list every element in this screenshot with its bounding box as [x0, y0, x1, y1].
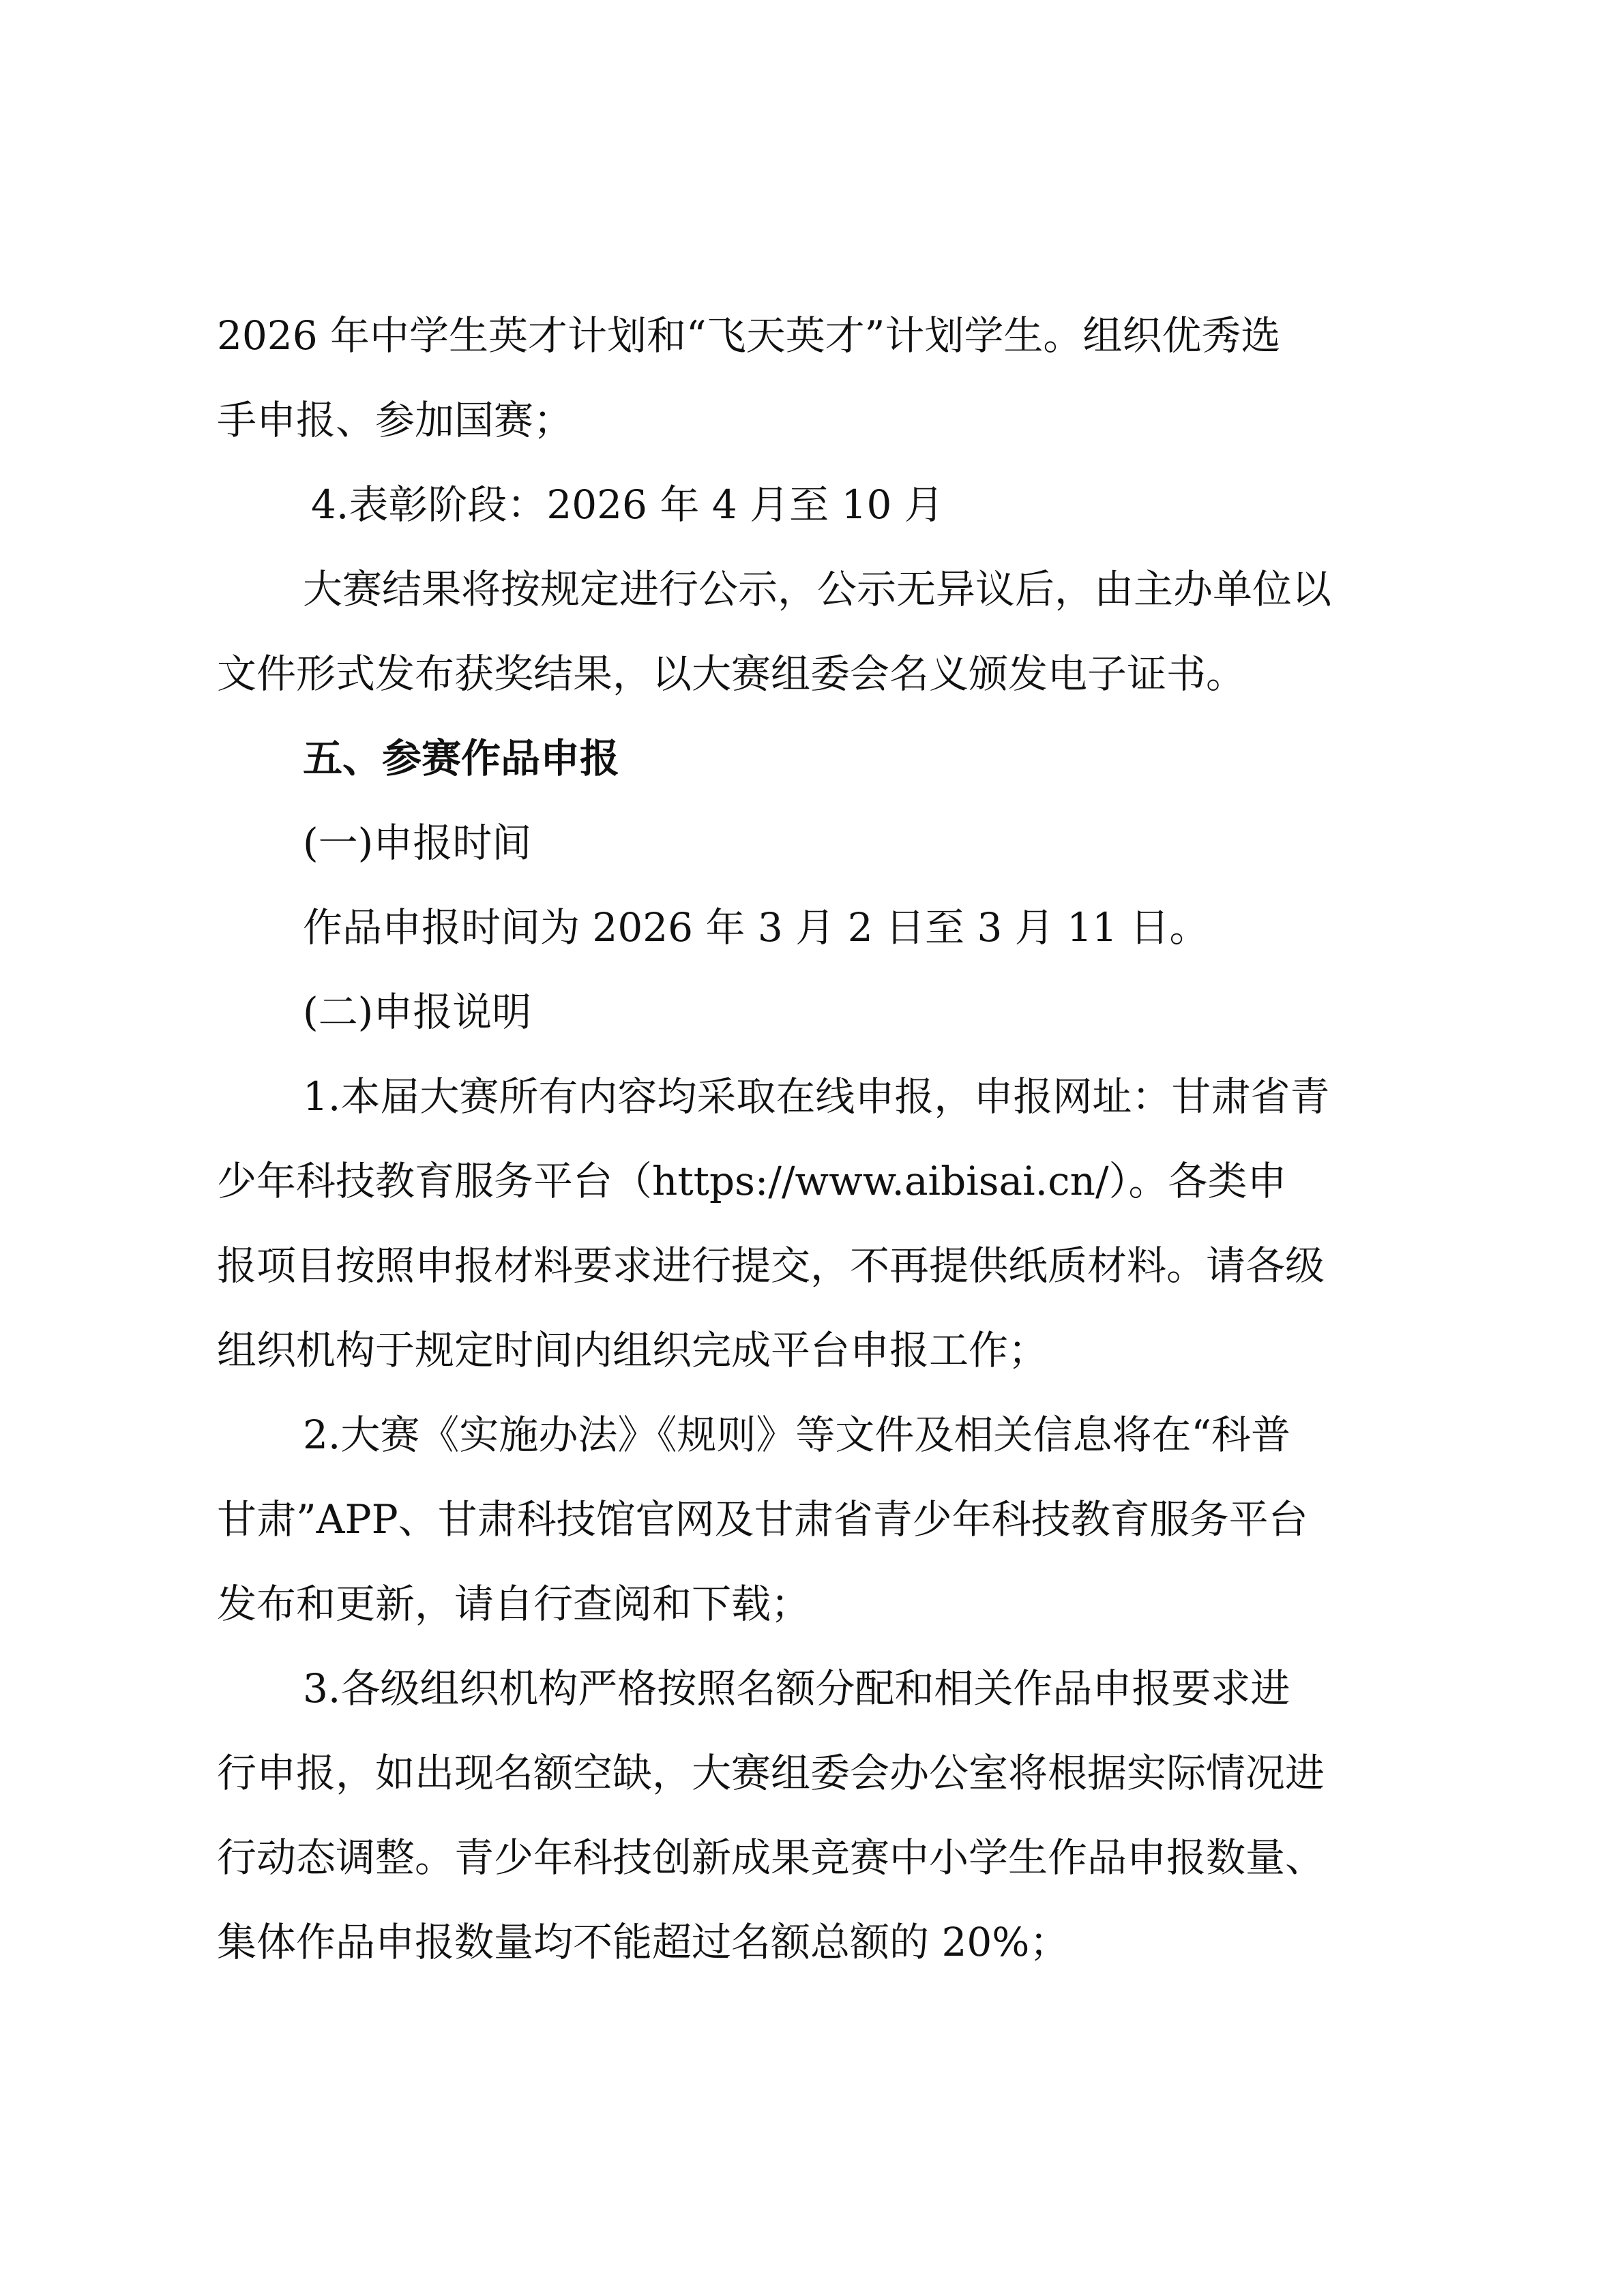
paragraph-line: 组织机构于规定时间内组织完成平台申报工作；	[217, 1327, 1048, 1373]
paragraph-line: 作品申报时间为 2026 年 3 月 2 日至 3 月 11 日。	[303, 904, 1209, 951]
subsection-heading: (二)申报说明	[303, 989, 532, 1035]
paragraph-line: 手申报、参加国赛；	[217, 397, 574, 443]
paragraph-line: 大赛结果将按规定进行公示，公示无异议后，由主办单位以	[303, 566, 1332, 612]
paragraph-line: 行申报，如出现名额空缺，大赛组委会办公室将根据实际情况进	[217, 1750, 1325, 1796]
paragraph-line: 行动态调整。青少年科技创新成果竞赛中小学生作品申报数量、	[217, 1834, 1325, 1881]
paragraph-line: 1.本届大赛所有内容均采取在线申报，申报网址：甘肃省青	[303, 1073, 1330, 1120]
paragraph-line: 甘肃”APP、甘肃科技馆官网及甘肃省青少年科技教育服务平台	[217, 1496, 1308, 1542]
paragraph-line: 3.各级组织机构严格按照名额分配和相关作品申报要求进	[303, 1665, 1290, 1712]
subsection-heading: (一)申报时间	[303, 820, 532, 866]
document-body	[217, 293, 1424, 1984]
paragraph-line: 2.大赛《实施办法》《规则》等文件及相关信息将在“科普	[303, 1412, 1290, 1458]
paragraph-line: 集体作品申报数量均不能超过名额总额的 20%；	[217, 1919, 1069, 1965]
section-heading: 五、参赛作品申报	[303, 735, 620, 781]
paragraph-line: 2026 年中学生英才计划和“飞天英才”计划学生。组织优秀选	[217, 312, 1281, 359]
paragraph-line: 少年科技教育服务平台（https://www.aibisai.cn/）。各类申	[217, 1158, 1287, 1204]
paragraph-line: 发布和更新，请自行查阅和下载；	[217, 1581, 811, 1627]
paragraph-line: 文件形式发布获奖结果，以大赛组委会名义颁发电子证书。	[217, 651, 1246, 697]
stage-heading: 4.表彰阶段：2026 年 4 月至 10 月	[311, 481, 944, 528]
paragraph-line: 报项目按照申报材料要求进行提交，不再提供纸质材料。请各级	[217, 1242, 1325, 1289]
